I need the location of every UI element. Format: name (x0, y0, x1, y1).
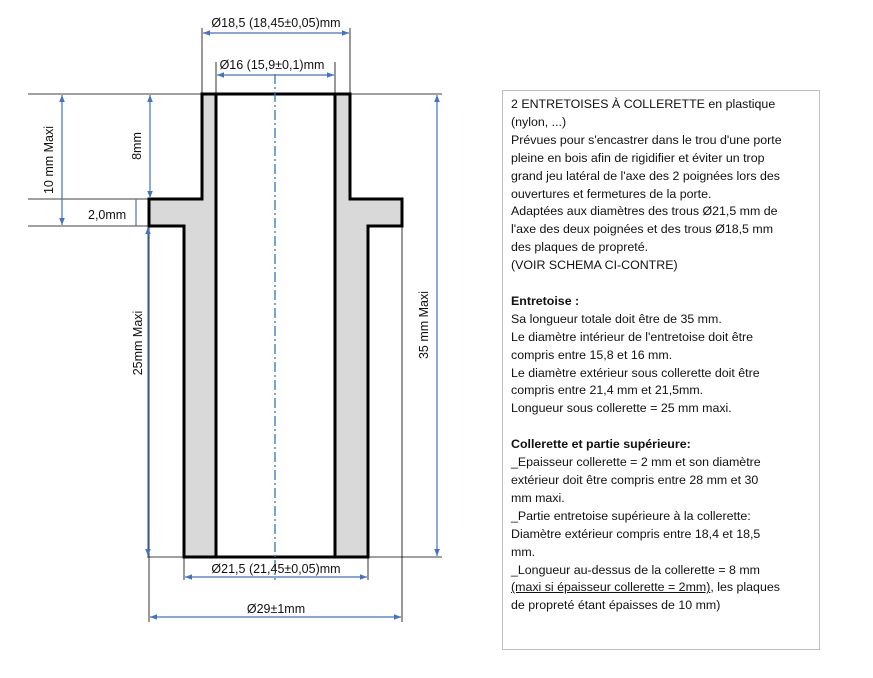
collerette-underlined-text: (maxi si épaisseur collerette = 2mm) (511, 580, 711, 595)
collerette-tail-text: , les plaques (710, 580, 780, 595)
dim-height-above-collar: 8mm (130, 132, 144, 160)
note-intro-line: (nylon, ...) (511, 114, 567, 129)
note-intro (511, 96, 811, 275)
collerette-spec-line: _Partie entretoise supérieure à la collerette: (511, 508, 751, 523)
collerette-final-line: de propreté étant épaisses de 10 mm) (511, 598, 721, 613)
extension-lines (28, 28, 442, 622)
collerette-spec-line: _Epaisseur collerette = 2 mm et son diamètre (511, 455, 761, 470)
note-intro-line: Prévues pour s'encastrer dans le trou d'une porte (511, 132, 782, 147)
dim-top-section-max: 10 mm Maxi (42, 125, 56, 195)
entretoise-spec (511, 311, 811, 418)
dim-collar-thickness: 2,0mm (88, 208, 127, 222)
collerette-spec-line: mm maxi. (511, 490, 565, 505)
note-intro-line: pleine en bois afin de rigidifier et éviter un trop (511, 150, 765, 165)
entretoise-heading: Entretoise : (511, 293, 580, 308)
entretoise-spec-line: Le diamètre extérieur sous collerette doit être (511, 365, 760, 380)
collerette-heading: Collerette et partie supérieure: (511, 437, 691, 452)
dim-total-length: 35 mm Maxi (417, 290, 431, 360)
spacer-right-wall (335, 94, 402, 557)
note-intro-line: (VOIR SCHEMA CI-CONTRE) (511, 258, 678, 273)
note-intro-line: grand jeu latéral de l'axe des 2 poignées lors des (511, 168, 780, 183)
collerette-spec-line: Diamètre extérieur compris entre 18,4 et 18,5 (511, 526, 761, 541)
collerette-spec-line: extérieur doit être compris entre 28 mm et 30 (511, 473, 759, 487)
note-intro-line: l'axe des deux poignées et des trous Ø18,5 mm (511, 222, 774, 237)
dim-collar-diameter: Ø29±1mm (246, 602, 306, 616)
dim-inner-diameter: Ø16 (15,9±0,1)mm (219, 58, 325, 72)
dim-top-outer-diameter: Ø18,5 (18,45±0,05)mm (211, 16, 341, 30)
note-intro-line: ouvertures et fermetures de la porte. (511, 186, 712, 201)
entretoise-spec-line: Sa longueur totale doit être de 35 mm. (511, 311, 722, 326)
entretoise-spec-line: compris entre 21,4 mm et 21,5mm. (511, 383, 704, 398)
specification-note-box (502, 90, 820, 650)
entretoise-spec-line: Le diamètre intérieur de l'entretoise doit être (511, 329, 754, 344)
collerette-spec (511, 454, 811, 579)
collerette-last-line (511, 579, 811, 597)
entretoise-spec-line: compris entre 15,8 et 16 mm. (511, 347, 673, 362)
collerette-spec-line: mm. (511, 544, 536, 559)
entretoise-spec-line: Longueur sous collerette = 25 mm maxi. (511, 401, 732, 416)
dimension-lines (62, 33, 437, 617)
note-intro-line: Adaptées aux diamètres des trous Ø21,5 mm de (511, 204, 778, 219)
collerette-spec-line: _Longueur au-dessus de la collerette = 8 mm (511, 562, 760, 577)
dim-length-below-collar: 25mm Maxi (131, 310, 145, 376)
note-intro-line: 2 ENTRETOISES À COLLERETTE en plastique (511, 97, 776, 111)
dim-bottom-outer-diameter: Ø21,5 (21,45±0,05)mm (211, 562, 341, 576)
note-intro-line: des plaques de propreté. (511, 240, 649, 255)
spacer-left-wall (149, 94, 216, 557)
